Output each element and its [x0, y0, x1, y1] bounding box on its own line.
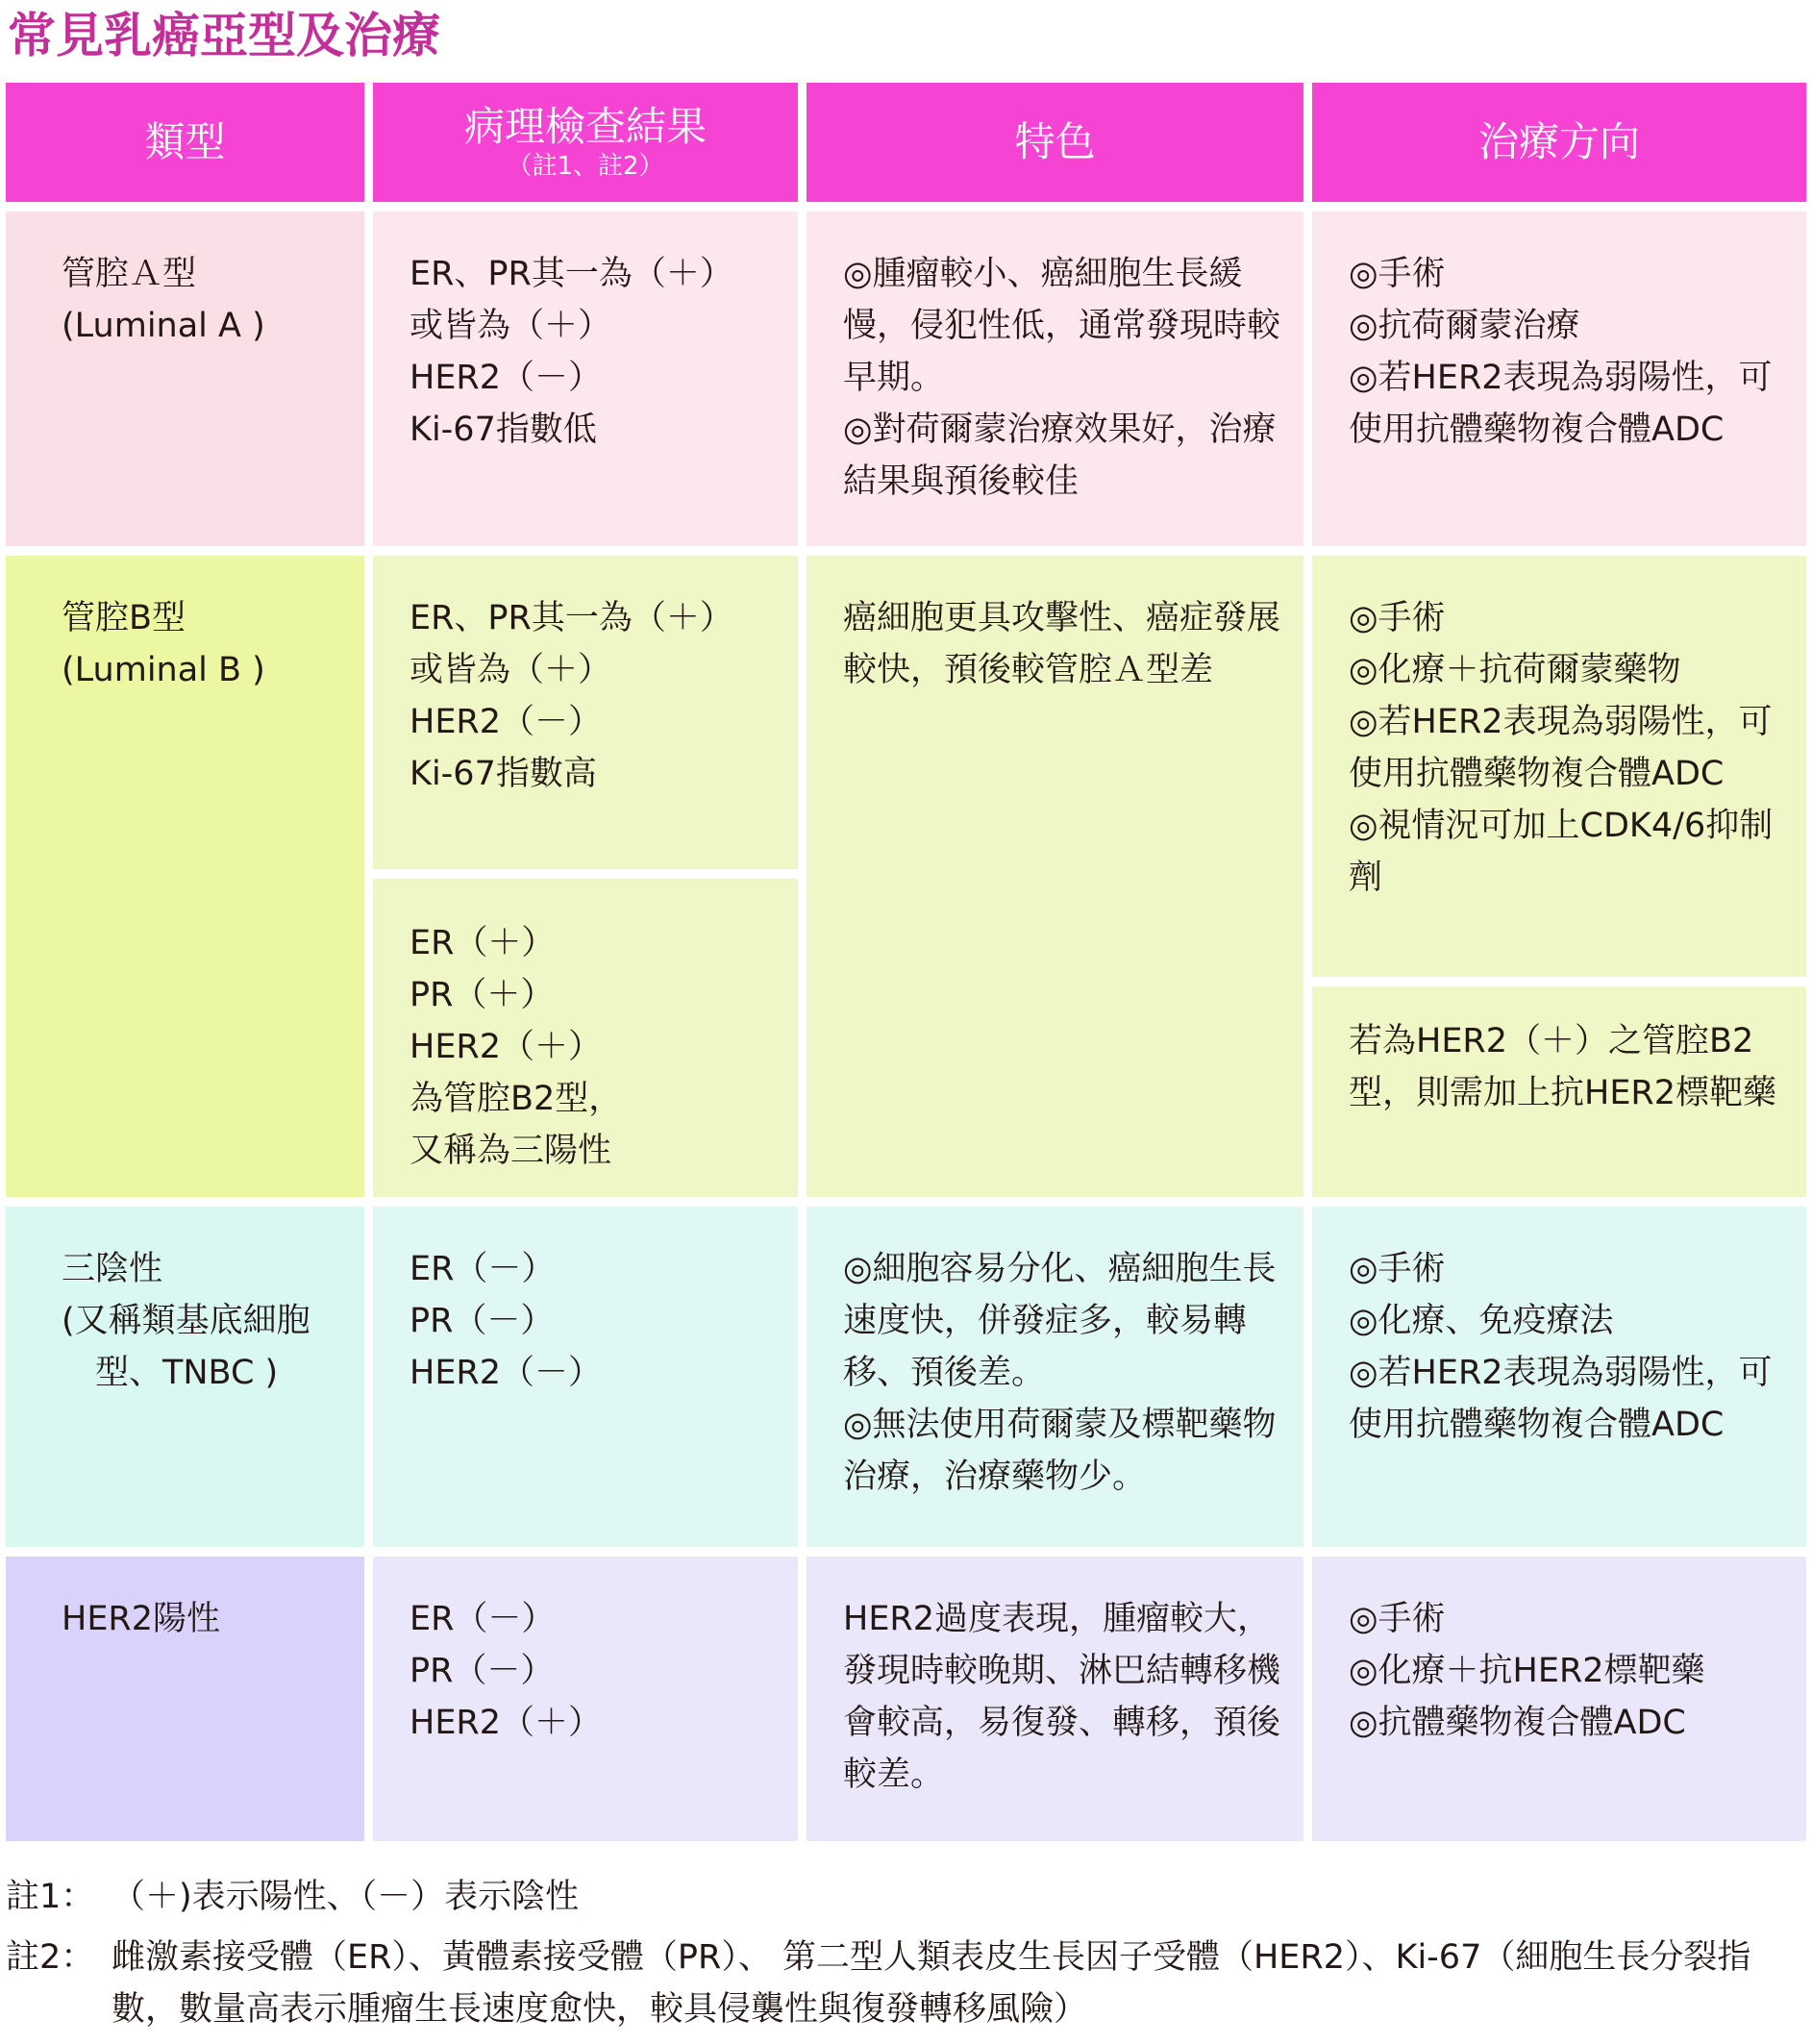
footnote-2: [6, 1932, 1803, 2039]
tnbc-pathology: ER（－） PR（－） HER2（－）: [373, 1207, 798, 1547]
luminal-b-type: 管腔B型 (Luminal B ): [6, 556, 364, 1197]
luminal-a-type: 管腔Ａ型 (Luminal A ): [6, 212, 364, 546]
footnote-2-label: 註2：: [6, 1938, 95, 1977]
her2-type: HER2陽性: [6, 1557, 364, 1841]
luminal-b-features: 癌細胞更具攻擊性、癌症發展較快，預後較管腔Ａ型差: [807, 556, 1303, 1197]
header-features: [807, 83, 1303, 202]
header-features-label: 特色: [1014, 118, 1096, 165]
luminal-a-treatment: ◎手術 ◎抗荷爾蒙治療 ◎若HER2表現為弱陽性，可使用抗體藥物複合體ADC: [1312, 212, 1806, 546]
her2-features: HER2過度表現，腫瘤較大，發現時較晚期、淋巴結轉移機會較高，易復發、轉移，預後較差。: [807, 1557, 1303, 1841]
her2-treatment: ◎手術 ◎化療＋抗HER2標靶藥 ◎抗體藥物複合體ADC: [1312, 1557, 1806, 1841]
tnbc-treatment: ◎手術 ◎化療、免疫療法 ◎若HER2表現為弱陽性，可使用抗體藥物複合體ADC: [1312, 1207, 1806, 1547]
page-title: 常見乳癌亞型及治療: [8, 8, 440, 63]
header-type-label: 類型: [144, 118, 226, 165]
tnbc-type: 三陰性 (又稱類基底細胞 型、TNBC ): [6, 1207, 364, 1547]
header-pathology: [373, 83, 798, 202]
header-type: [6, 83, 364, 202]
luminal-b-pathology: ER、PR其一為（＋） 或皆為（＋） HER2（－） Ki-67指數高: [373, 556, 798, 869]
header-pathology-note: （註1、註2）: [507, 152, 664, 181]
luminal-a-pathology: ER、PR其一為（＋） 或皆為（＋） HER2（－） Ki-67指數低: [373, 212, 798, 546]
footnote-1: [6, 1871, 1803, 1929]
luminal-a-features: ◎腫瘤較小、癌細胞生長緩慢，侵犯性低，通常發現時較早期。 ◎對荷爾蒙治療效果好，治療結果與預後較佳: [807, 212, 1303, 546]
header-treatment-label: 治療方向: [1477, 118, 1640, 165]
her2-pathology: ER（－） PR（－） HER2（＋）: [373, 1557, 798, 1841]
header-treatment: [1312, 83, 1806, 202]
luminal-b2-pathology: ER（＋） PR（＋） HER2（＋） 為管腔B2型， 又稱為三陽性: [373, 879, 798, 1197]
footnote-2-text: 雌激素接受體（ER）、黃體素接受體（PR）、 第二型人類表皮生長因子受體（HER2）、Ki-67（細胞生長分裂指數，數量高表示腫瘤生長速度愈快，較具侵襲性與復發轉移風險）: [112, 1938, 1751, 2029]
footnote-1-text: （＋)表示陽性、（－）表示陰性: [112, 1878, 580, 1916]
luminal-b2-treatment: 若為HER2（＋）之管腔B2型，則需加上抗HER2標靶藥: [1312, 986, 1806, 1197]
tnbc-features: ◎細胞容易分化、癌細胞生長速度快，併發症多，較易轉移、預後差。 ◎無法使用荷爾蒙及標靶藥物治療，治療藥物少。: [807, 1207, 1303, 1547]
footnote-1-label: 註1：: [6, 1878, 95, 1916]
luminal-b-treatment: ◎手術 ◎化療＋抗荷爾蒙藥物 ◎若HER2表現為弱陽性，可使用抗體藥物複合體ADC ◎視情況可加上CDK4/6抑制劑: [1312, 556, 1806, 977]
header-pathology-label: 病理檢查結果: [463, 103, 707, 150]
